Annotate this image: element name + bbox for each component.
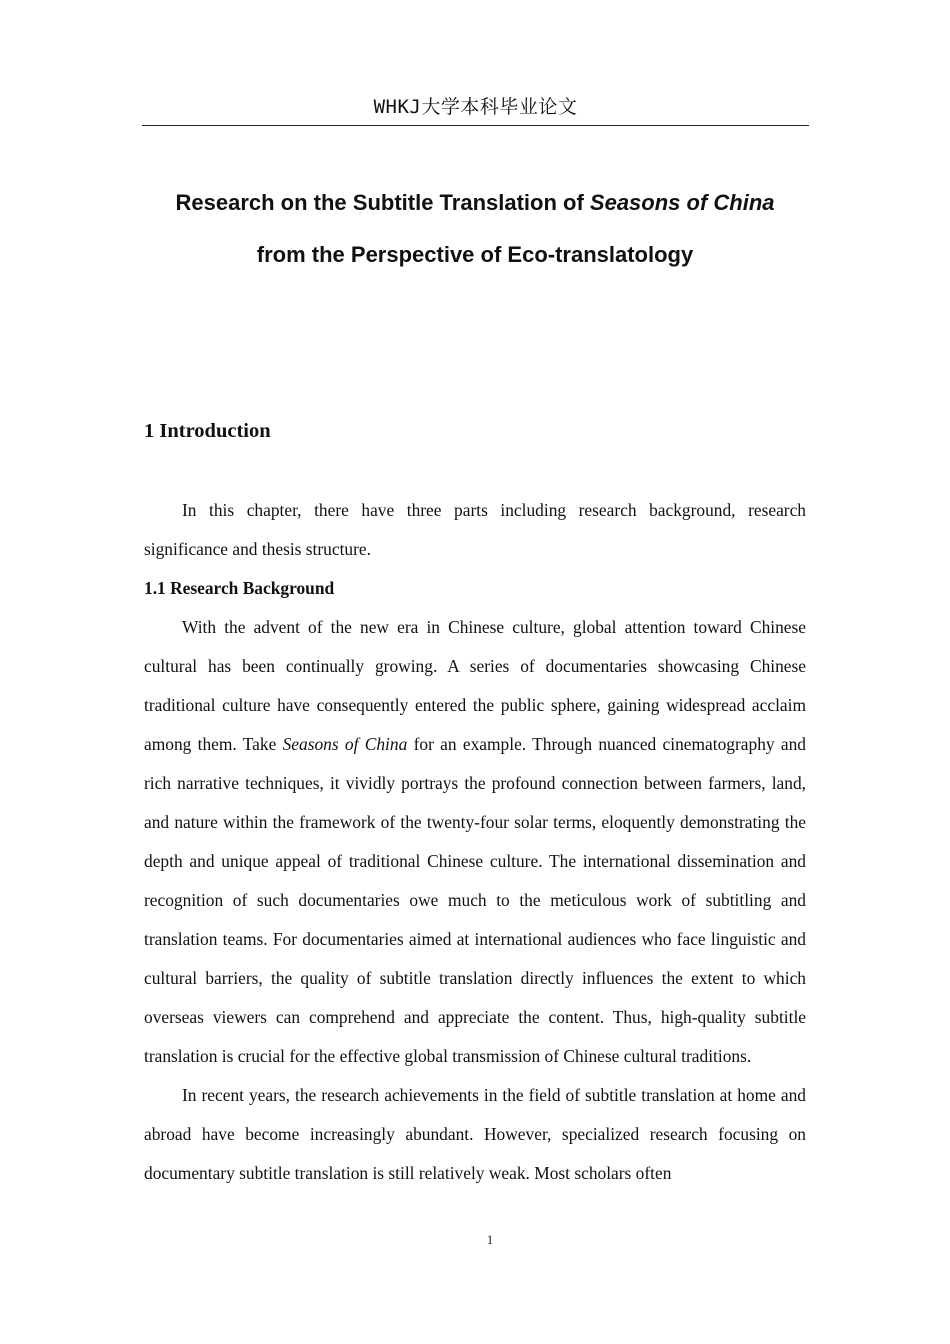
background-paragraph-1 [144, 608, 806, 1076]
section-heading-introduction: 1 Introduction [144, 420, 271, 442]
title-prefix: Research on the Subtitle Translation of [175, 190, 590, 215]
intro-paragraph: In this chapter, there have three parts including research background, research significance and thesis structure. [144, 500, 806, 559]
header-rule [142, 125, 809, 126]
thesis-title-line-2: from the Perspective of Eco-translatology [256, 242, 694, 267]
thesis-title-line-1 [100, 190, 850, 216]
page-number: 1 [486, 1232, 494, 1247]
title-italic-work: Seasons of China [589, 190, 775, 215]
paragraph-text: for an example. Through nuanced cinematography and rich narrative techniques, it vividly portrays the profound connection between farmers, land, and nature within the framework of the twenty-four solar terms, eloquently demonstrating the depth and unique appeal of traditional Chinese culture. The international dissemination and recognition of such documentaries owe much to the meticulous work of subtitling and translation teams. For documentaries aimed at international audiences who face linguistic and cultural barriers, the quality of subtitle translation directly influences the extent to which overseas viewers can comprehend and appreciate the content. Thus, high-quality subtitle translation is crucial for the effective global transmission of Chinese cultural traditions. [144, 734, 806, 1066]
paragraph-text: With the advent of the new era in Chinese culture, global attention toward Chinese cultural has been continually growing. A series of documentaries showcasing Chinese traditional culture have consequently entered the public sphere, gaining widespread acclaim among them. Take [144, 617, 806, 754]
running-head: WHKJ大学本科毕业论文 [373, 96, 578, 118]
background-paragraph-2: In recent years, the research achievements in the field of subtitle translation at home and abroad have become increasingly abundant. However, specialized research focusing on documentary subtitle translation is still relatively weak. Most scholars often [144, 1085, 806, 1183]
body-text [144, 491, 806, 1193]
subsection-heading-research-background: 1.1 Research Background [144, 578, 335, 598]
italic-work-title: Seasons of China [282, 734, 408, 754]
